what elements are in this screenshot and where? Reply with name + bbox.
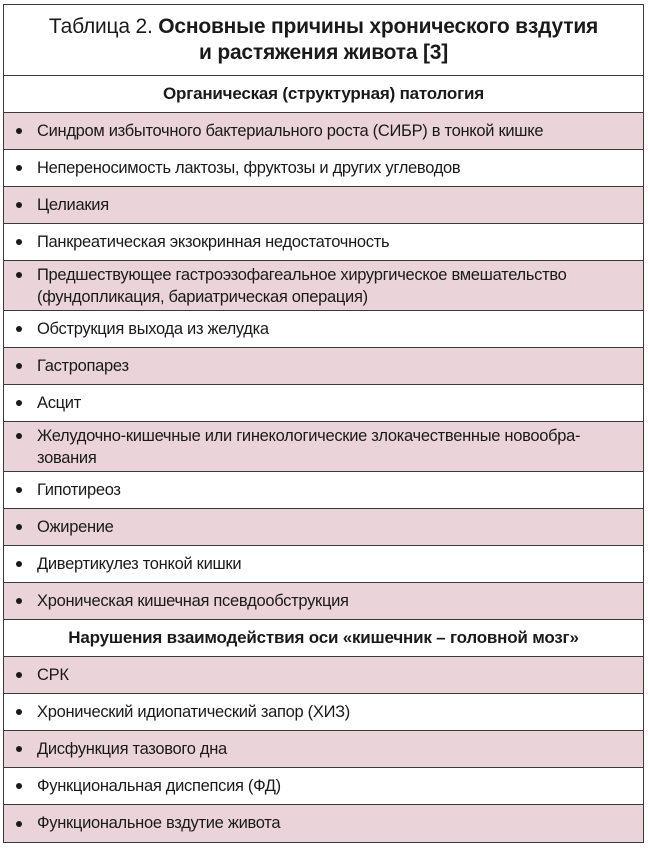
bullet-icon (16, 165, 22, 171)
list-item (4, 348, 643, 385)
bullet-icon (16, 128, 22, 134)
list-item (4, 694, 643, 731)
list-item (4, 805, 643, 842)
list-item-text: Хроническая кишечная псевдообструкция (37, 591, 349, 610)
list-item-text: Асцит (37, 393, 81, 412)
list-item (4, 187, 643, 224)
list-item (4, 731, 643, 768)
list-item-text: Дисфункция тазового дна (37, 739, 227, 758)
list-item (4, 150, 643, 187)
title-main-line-1: Основные причины хронического вздутия (158, 15, 599, 38)
list-item (4, 583, 643, 620)
bullet-icon (16, 783, 22, 789)
list-item-text: Целиакия (37, 195, 109, 214)
bullet-icon (16, 746, 22, 752)
bullet-icon (16, 672, 22, 678)
list-item-text: Панкреатическая экзокринная недостаточность (37, 232, 390, 251)
list-item (4, 261, 643, 311)
title-main-line-2: и растяжения живота [3] (198, 41, 449, 64)
list-item (4, 113, 643, 150)
bullet-icon (16, 363, 22, 369)
list-item-text: Предшествующее гастроэзофагеальное хирургическое вмешательство (фундопликация, бариатрическая операция) (37, 266, 567, 306)
list-item-text: Функциональная диспепсия (ФД) (37, 776, 281, 795)
list-item-text: Функциональное вздутие живота (37, 814, 281, 832)
table-title (4, 5, 643, 76)
list-item-text: Дивертикулез тонкой кишки (37, 554, 242, 573)
list-item (4, 768, 643, 805)
list-item-text: СРК (37, 665, 69, 684)
section-heading-organic: Органическая (структурная) патология (4, 76, 643, 113)
list-item-text: Обструкция выхода из желудка (37, 319, 269, 338)
list-item (4, 472, 643, 509)
title-line-1 (49, 14, 598, 40)
list-item-text: Непереносимость лактозы, фруктозы и других углеводов (37, 158, 461, 177)
list-item (4, 657, 643, 694)
bullet-icon (16, 433, 22, 439)
bullet-icon (16, 821, 22, 827)
bullet-icon (16, 487, 22, 493)
list-item-text: Гипотиреоз (37, 480, 121, 499)
list-item-text: Хронический идиопатический запор (ХИЗ) (37, 702, 351, 721)
bullet-icon (16, 598, 22, 604)
title-prefix: Таблица 2. (48, 15, 153, 38)
list-item-text: Синдром избыточного бактериального роста (СИБР) в тонкой кишке (37, 121, 544, 140)
list-item-text: Ожирение (37, 517, 114, 536)
bullet-icon (16, 400, 22, 406)
list-item (4, 509, 643, 546)
bullet-icon (16, 272, 22, 278)
bullet-icon (16, 561, 22, 567)
bullet-icon (16, 524, 22, 530)
bullet-icon (16, 326, 22, 332)
causes-table (3, 4, 644, 843)
bullet-icon (16, 202, 22, 208)
bullet-icon (16, 709, 22, 715)
section-heading-gut-brain: Нарушения взаимодействия оси «кишечник – головной мозг» (4, 620, 643, 657)
bullet-icon (16, 239, 22, 245)
list-item-text: Гастропарез (37, 356, 129, 375)
list-item (4, 224, 643, 261)
list-item (4, 422, 643, 472)
list-item (4, 385, 643, 422)
list-item (4, 546, 643, 583)
list-item-text: Желудочно-кишечные или гинекологические злокачественные новообра-зования (37, 427, 581, 467)
list-item (4, 311, 643, 348)
